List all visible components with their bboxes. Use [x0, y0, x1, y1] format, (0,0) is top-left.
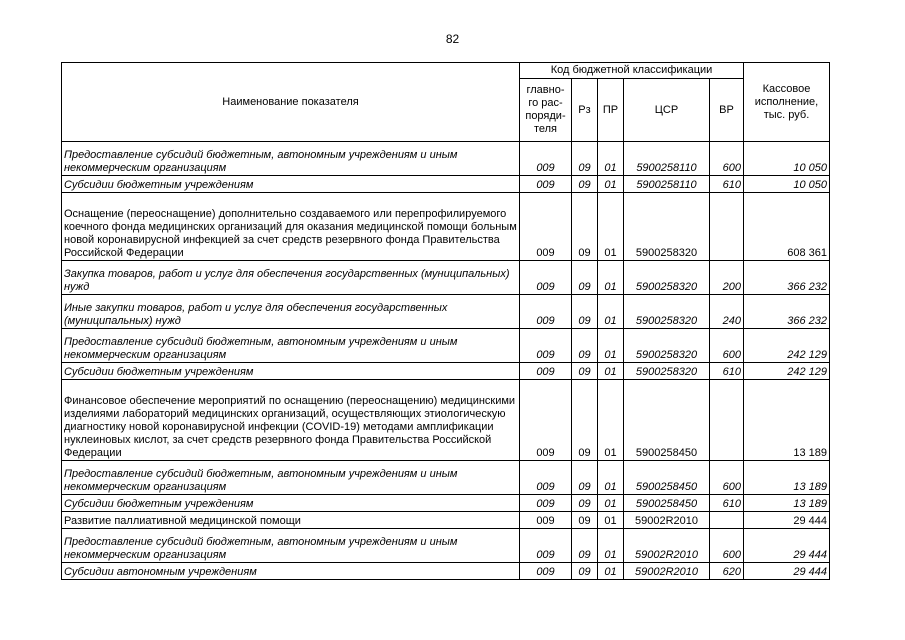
cell-sum: 242 129 [744, 363, 830, 380]
cell-rz: 09 [572, 142, 598, 176]
table-row [62, 261, 830, 295]
cell-vr: 610 [710, 363, 744, 380]
cell-sum: 366 232 [744, 295, 830, 329]
cell-glava: 009 [520, 193, 572, 261]
cell-sum: 13 189 [744, 380, 830, 461]
cell-name: Иные закупки товаров, работ и услуг для обеспечения государственных (муниципальных) нужд [62, 295, 520, 329]
cell-pr: 01 [598, 512, 624, 529]
cell-rz: 09 [572, 295, 598, 329]
header-rz: Рз [572, 79, 598, 142]
cell-vr [710, 193, 744, 261]
cell-sum: 10 050 [744, 142, 830, 176]
table-row [62, 512, 830, 529]
cell-csr: 5900258320 [624, 295, 710, 329]
cell-glava: 009 [520, 261, 572, 295]
cell-glava: 009 [520, 295, 572, 329]
cell-glava: 009 [520, 461, 572, 495]
cell-csr: 5900258320 [624, 329, 710, 363]
cell-glava: 009 [520, 529, 572, 563]
cell-csr: 5900258320 [624, 261, 710, 295]
table-row [62, 380, 830, 461]
cell-glava: 009 [520, 380, 572, 461]
header-sum: Кассовое исполнение, тыс. руб. [744, 63, 830, 142]
table-row [62, 363, 830, 380]
cell-csr: 5900258320 [624, 193, 710, 261]
cell-rz: 09 [572, 176, 598, 193]
cell-pr: 01 [598, 380, 624, 461]
cell-vr: 600 [710, 461, 744, 495]
cell-vr [710, 380, 744, 461]
cell-name: Субсидии бюджетным учреждениям [62, 495, 520, 512]
table-row [62, 495, 830, 512]
cell-vr: 600 [710, 329, 744, 363]
table-row [62, 295, 830, 329]
cell-sum: 29 444 [744, 512, 830, 529]
table-row [62, 529, 830, 563]
cell-csr: 59002R2010 [624, 512, 710, 529]
header-vr: ВР [710, 79, 744, 142]
cell-vr: 610 [710, 495, 744, 512]
table-body [62, 142, 830, 580]
cell-csr: 5900258320 [624, 363, 710, 380]
cell-glava: 009 [520, 495, 572, 512]
cell-pr: 01 [598, 142, 624, 176]
cell-rz: 09 [572, 461, 598, 495]
cell-csr: 5900258450 [624, 380, 710, 461]
cell-pr: 01 [598, 329, 624, 363]
cell-name: Предоставление субсидий бюджетным, автономным учреждениям и иным некоммерческим организациям [62, 461, 520, 495]
budget-table [61, 62, 830, 580]
cell-name: Предоставление субсидий бюджетным, автономным учреждениям и иным некоммерческим организациям [62, 329, 520, 363]
cell-rz: 09 [572, 261, 598, 295]
cell-sum: 366 232 [744, 261, 830, 295]
cell-csr: 5900258450 [624, 461, 710, 495]
cell-name: Развитие паллиативной медицинской помощи [62, 512, 520, 529]
header-csr: ЦСР [624, 79, 710, 142]
cell-vr [710, 512, 744, 529]
cell-csr: 5900258450 [624, 495, 710, 512]
cell-rz: 09 [572, 329, 598, 363]
cell-name: Оснащение (переоснащение) дополнительно создаваемого или перепрофилируемого коечного фонда медицинских организаций для оказания медицинской помощи больным новой коронавирусной инфекцией за счет средств резервного фонда Правительства Российской Федерации [62, 193, 520, 261]
cell-rz: 09 [572, 529, 598, 563]
cell-rz: 09 [572, 563, 598, 580]
page-number: 82 [445, 32, 460, 46]
header-pr: ПР [598, 79, 624, 142]
cell-pr: 01 [598, 495, 624, 512]
cell-csr: 59002R2010 [624, 529, 710, 563]
cell-rz: 09 [572, 495, 598, 512]
cell-name: Предоставление субсидий бюджетным, автономным учреждениям и иным некоммерческим организациям [62, 142, 520, 176]
cell-rz: 09 [572, 363, 598, 380]
cell-vr: 600 [710, 142, 744, 176]
cell-glava: 009 [520, 512, 572, 529]
cell-csr: 5900258110 [624, 142, 710, 176]
cell-vr: 620 [710, 563, 744, 580]
cell-pr: 01 [598, 529, 624, 563]
cell-pr: 01 [598, 363, 624, 380]
cell-name: Субсидии автономным учреждениям [62, 563, 520, 580]
cell-pr: 01 [598, 295, 624, 329]
cell-sum: 13 189 [744, 495, 830, 512]
cell-sum: 242 129 [744, 329, 830, 363]
cell-vr: 610 [710, 176, 744, 193]
cell-name: Предоставление субсидий бюджетным, автономным учреждениям и иным некоммерческим организациям [62, 529, 520, 563]
header-name: Наименование показателя [62, 63, 520, 142]
cell-sum: 10 050 [744, 176, 830, 193]
cell-glava: 009 [520, 329, 572, 363]
cell-glava: 009 [520, 563, 572, 580]
cell-csr: 5900258110 [624, 176, 710, 193]
cell-pr: 01 [598, 193, 624, 261]
cell-vr: 240 [710, 295, 744, 329]
header-code-group: Код бюджетной классификации [520, 63, 744, 79]
cell-pr: 01 [598, 563, 624, 580]
header-glava: главно-го рас-поряди-теля [520, 79, 572, 142]
cell-rz: 09 [572, 193, 598, 261]
cell-glava: 009 [520, 363, 572, 380]
cell-pr: 01 [598, 176, 624, 193]
table-row [62, 193, 830, 261]
cell-sum: 608 361 [744, 193, 830, 261]
cell-name: Субсидии бюджетным учреждениям [62, 363, 520, 380]
cell-name: Финансовое обеспечение мероприятий по оснащению (переоснащению) медицинскими изделиями лабораторий медицинских организаций, осуществляющих этиологическую диагностику новой коронавирусной инфекции (COVID-19) методами амплификации нуклеиновых кислот, за счет средств резервного фонда Правительства Российской Федерации [62, 380, 520, 461]
cell-sum: 29 444 [744, 529, 830, 563]
table-row [62, 176, 830, 193]
table-row [62, 461, 830, 495]
table-row [62, 142, 830, 176]
cell-pr: 01 [598, 461, 624, 495]
cell-rz: 09 [572, 380, 598, 461]
cell-glava: 009 [520, 142, 572, 176]
cell-vr: 600 [710, 529, 744, 563]
cell-sum: 29 444 [744, 563, 830, 580]
cell-name: Субсидии бюджетным учреждениям [62, 176, 520, 193]
table-row [62, 563, 830, 580]
table-row [62, 329, 830, 363]
cell-pr: 01 [598, 261, 624, 295]
cell-vr: 200 [710, 261, 744, 295]
cell-glava: 009 [520, 176, 572, 193]
cell-sum: 13 189 [744, 461, 830, 495]
cell-csr: 59002R2010 [624, 563, 710, 580]
cell-rz: 09 [572, 512, 598, 529]
cell-name: Закупка товаров, работ и услуг для обеспечения государственных (муниципальных) нужд [62, 261, 520, 295]
